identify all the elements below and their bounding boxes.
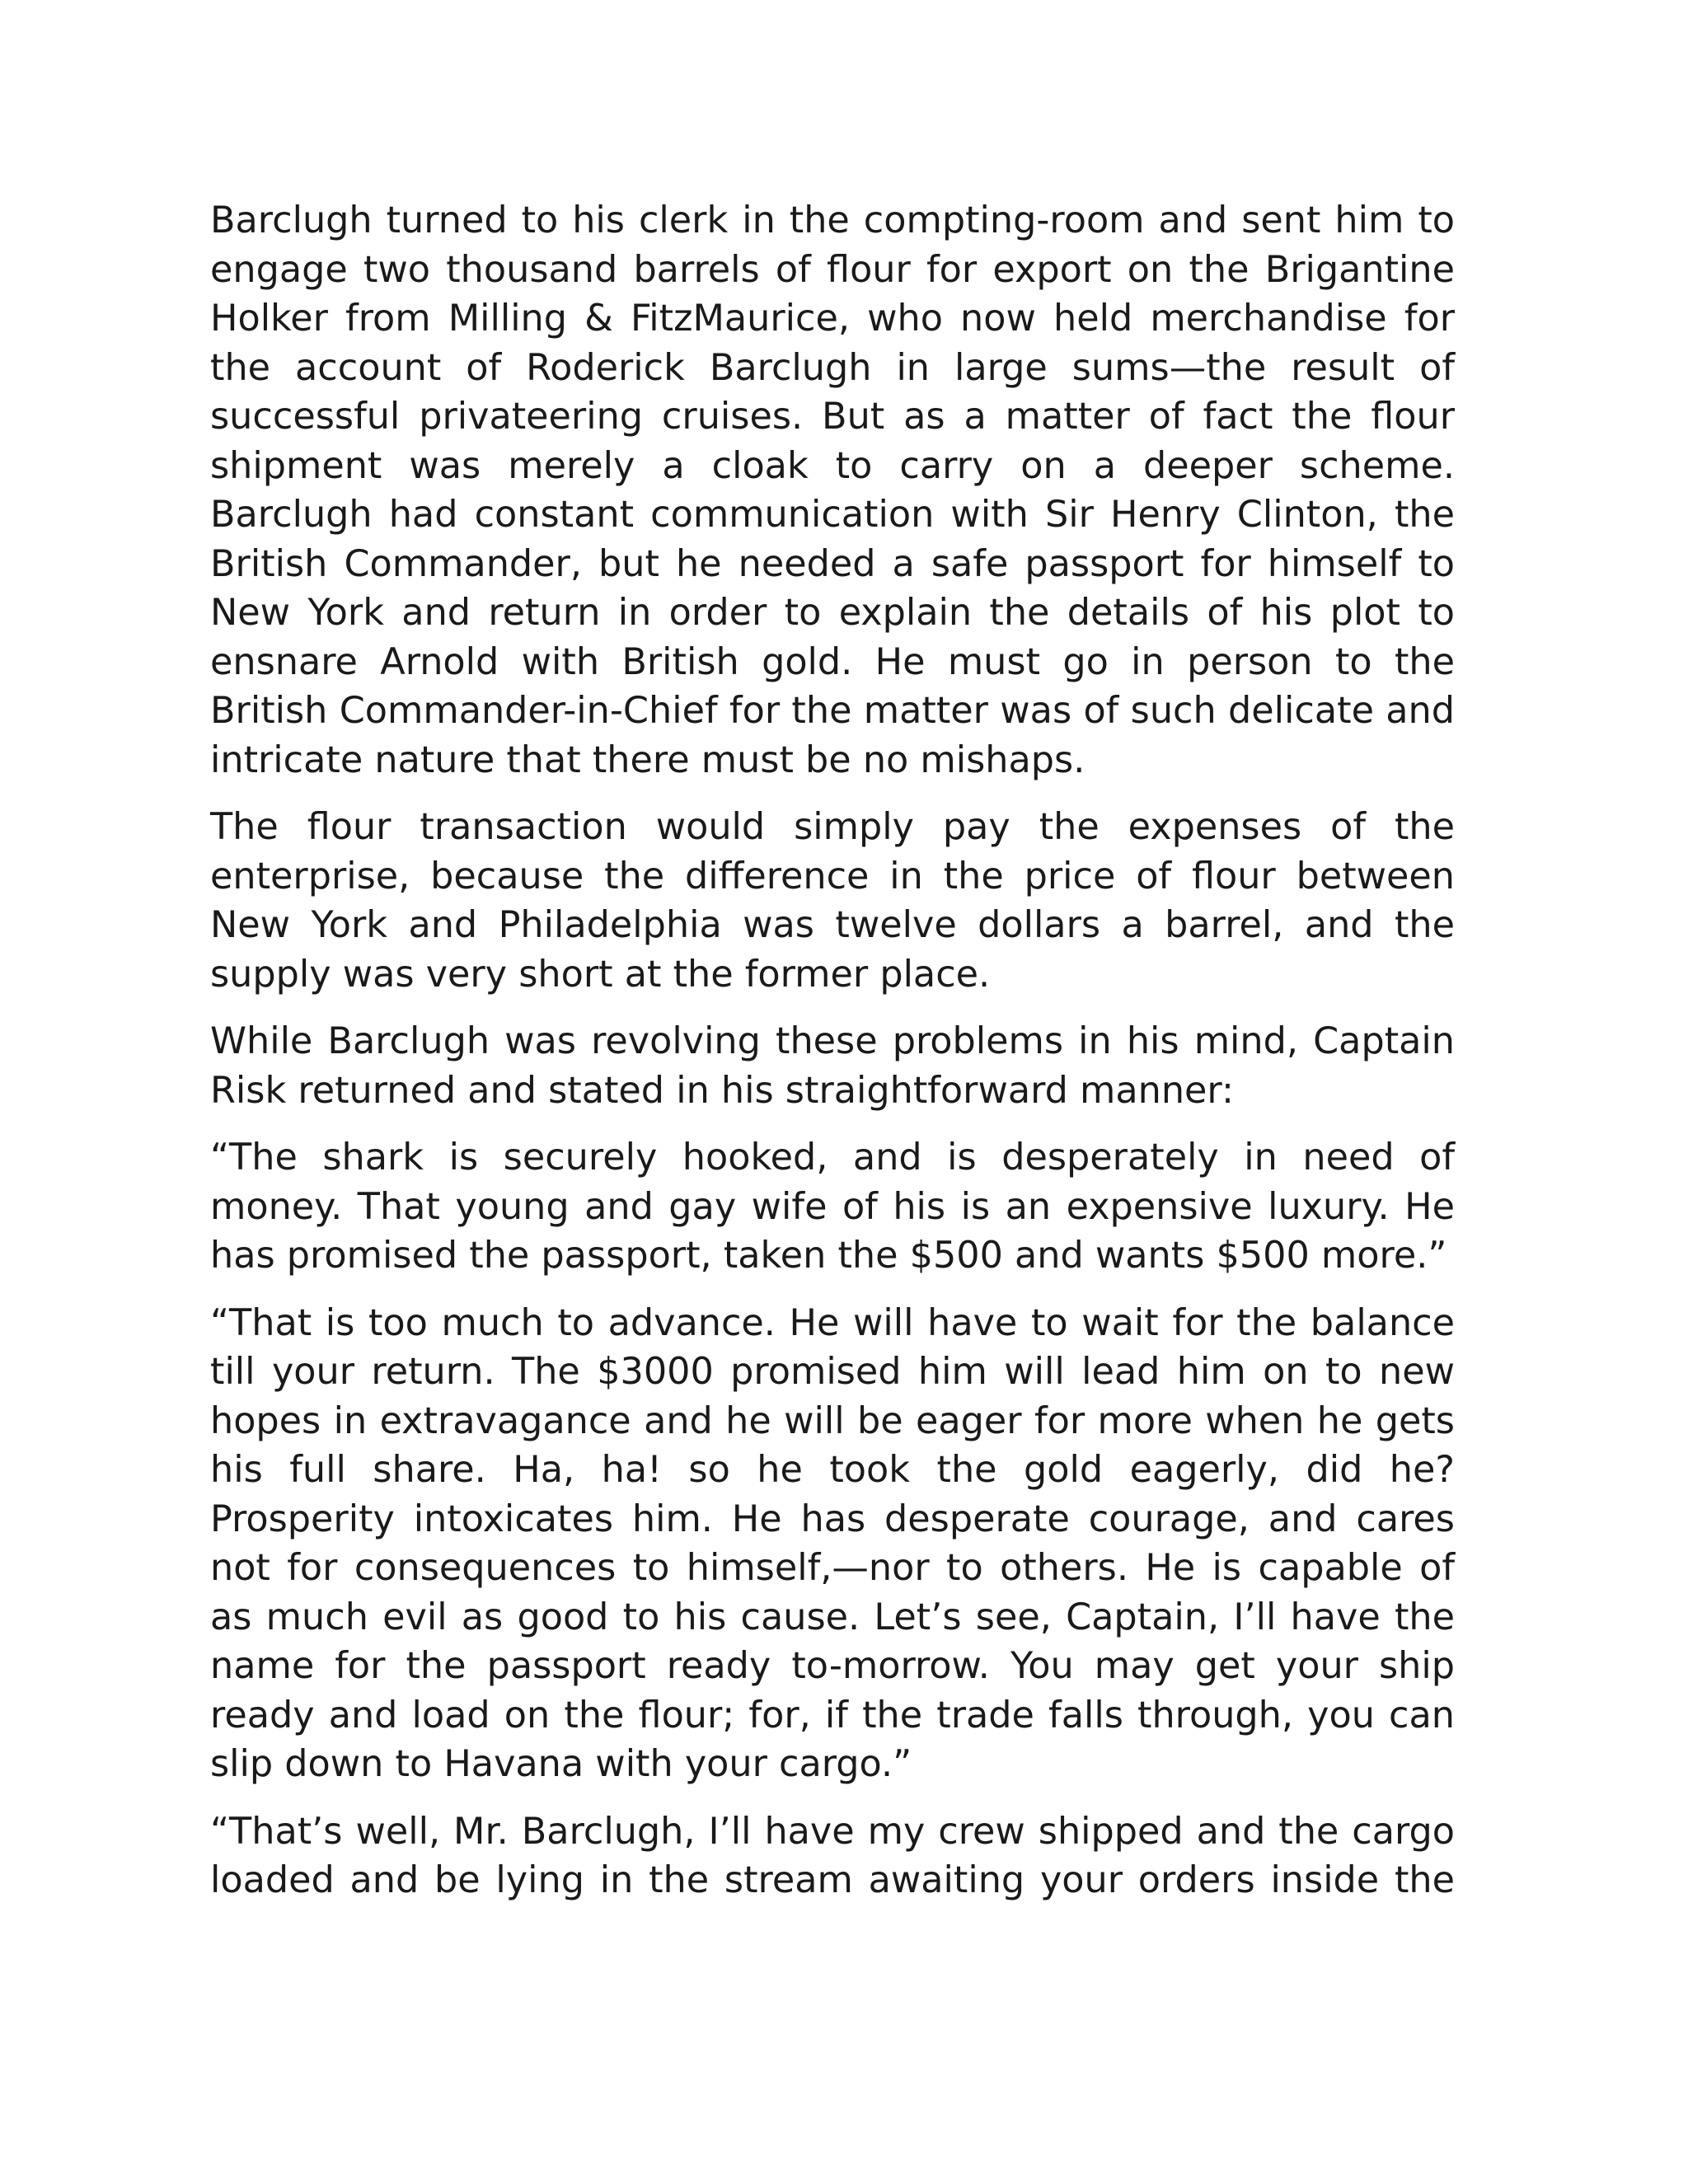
paragraph-4: “The shark is securely hooked, and is desperately in need of money. That young and gay wife of his is an expensive luxury. He has promised the passport, taken the $500 and wants $500 more.” xyxy=(210,1137,1455,1277)
paragraph-1: Barclugh turned to his clerk in the compting-room and sent him to engage two thousand barrels of flour for export on the Brigantine Holker from Milling & FitzMaurice, who now held merchandise for the account of Roderick Barclugh in large sums—the result of successful privateering cruises. But as a matter of fact the flour shipment was merely a cloak to carry on a deeper scheme. Barclugh had constant communication with Sir Henry Clinton, the British Commander, but he needed a safe passport for himself to New York and return in order to explain the details of his plot to ensnare Arnold with British gold. He must go in person to the British Commander-in-Chief for the matter was of such delicate and intricate nature that there must be no mishaps. xyxy=(210,199,1455,781)
paragraph-6: “That’s well, Mr. Barclugh, I’ll have my crew shipped and the cargo loaded and be lying in the stream awaiting your orders inside the xyxy=(210,1810,1455,1901)
document-page xyxy=(210,196,1455,1924)
paragraph-3: While Barclugh was revolving these problems in his mind, Captain Risk returned and stated in his straightforward manner: xyxy=(210,1020,1455,1112)
paragraph-5: “That is too much to advance. He will have to wait for the balance till your return. The $3000 promised him will lead him on to new hopes in extravagance and he will be eager for more when he gets his full share. Ha, ha! so he took the gold eagerly, did he? Prosperity intoxicates him. He has desperate courage, and cares not for consequences to himself,—nor to others. He is capable of as much evil as good to his cause. Let’s see, Captain, I’ll have the name for the passport ready to-morrow. You may get your ship ready and load on the flour; for, if the trade falls through, you can slip down to Havana with your cargo.” xyxy=(210,1301,1455,1785)
paragraph-2: The flour transaction would simply pay the expenses of the enterprise, because the difference in the price of flour between New York and Philadelphia was twelve dollars a barrel, and the supply was very short at the former place. xyxy=(210,806,1455,996)
